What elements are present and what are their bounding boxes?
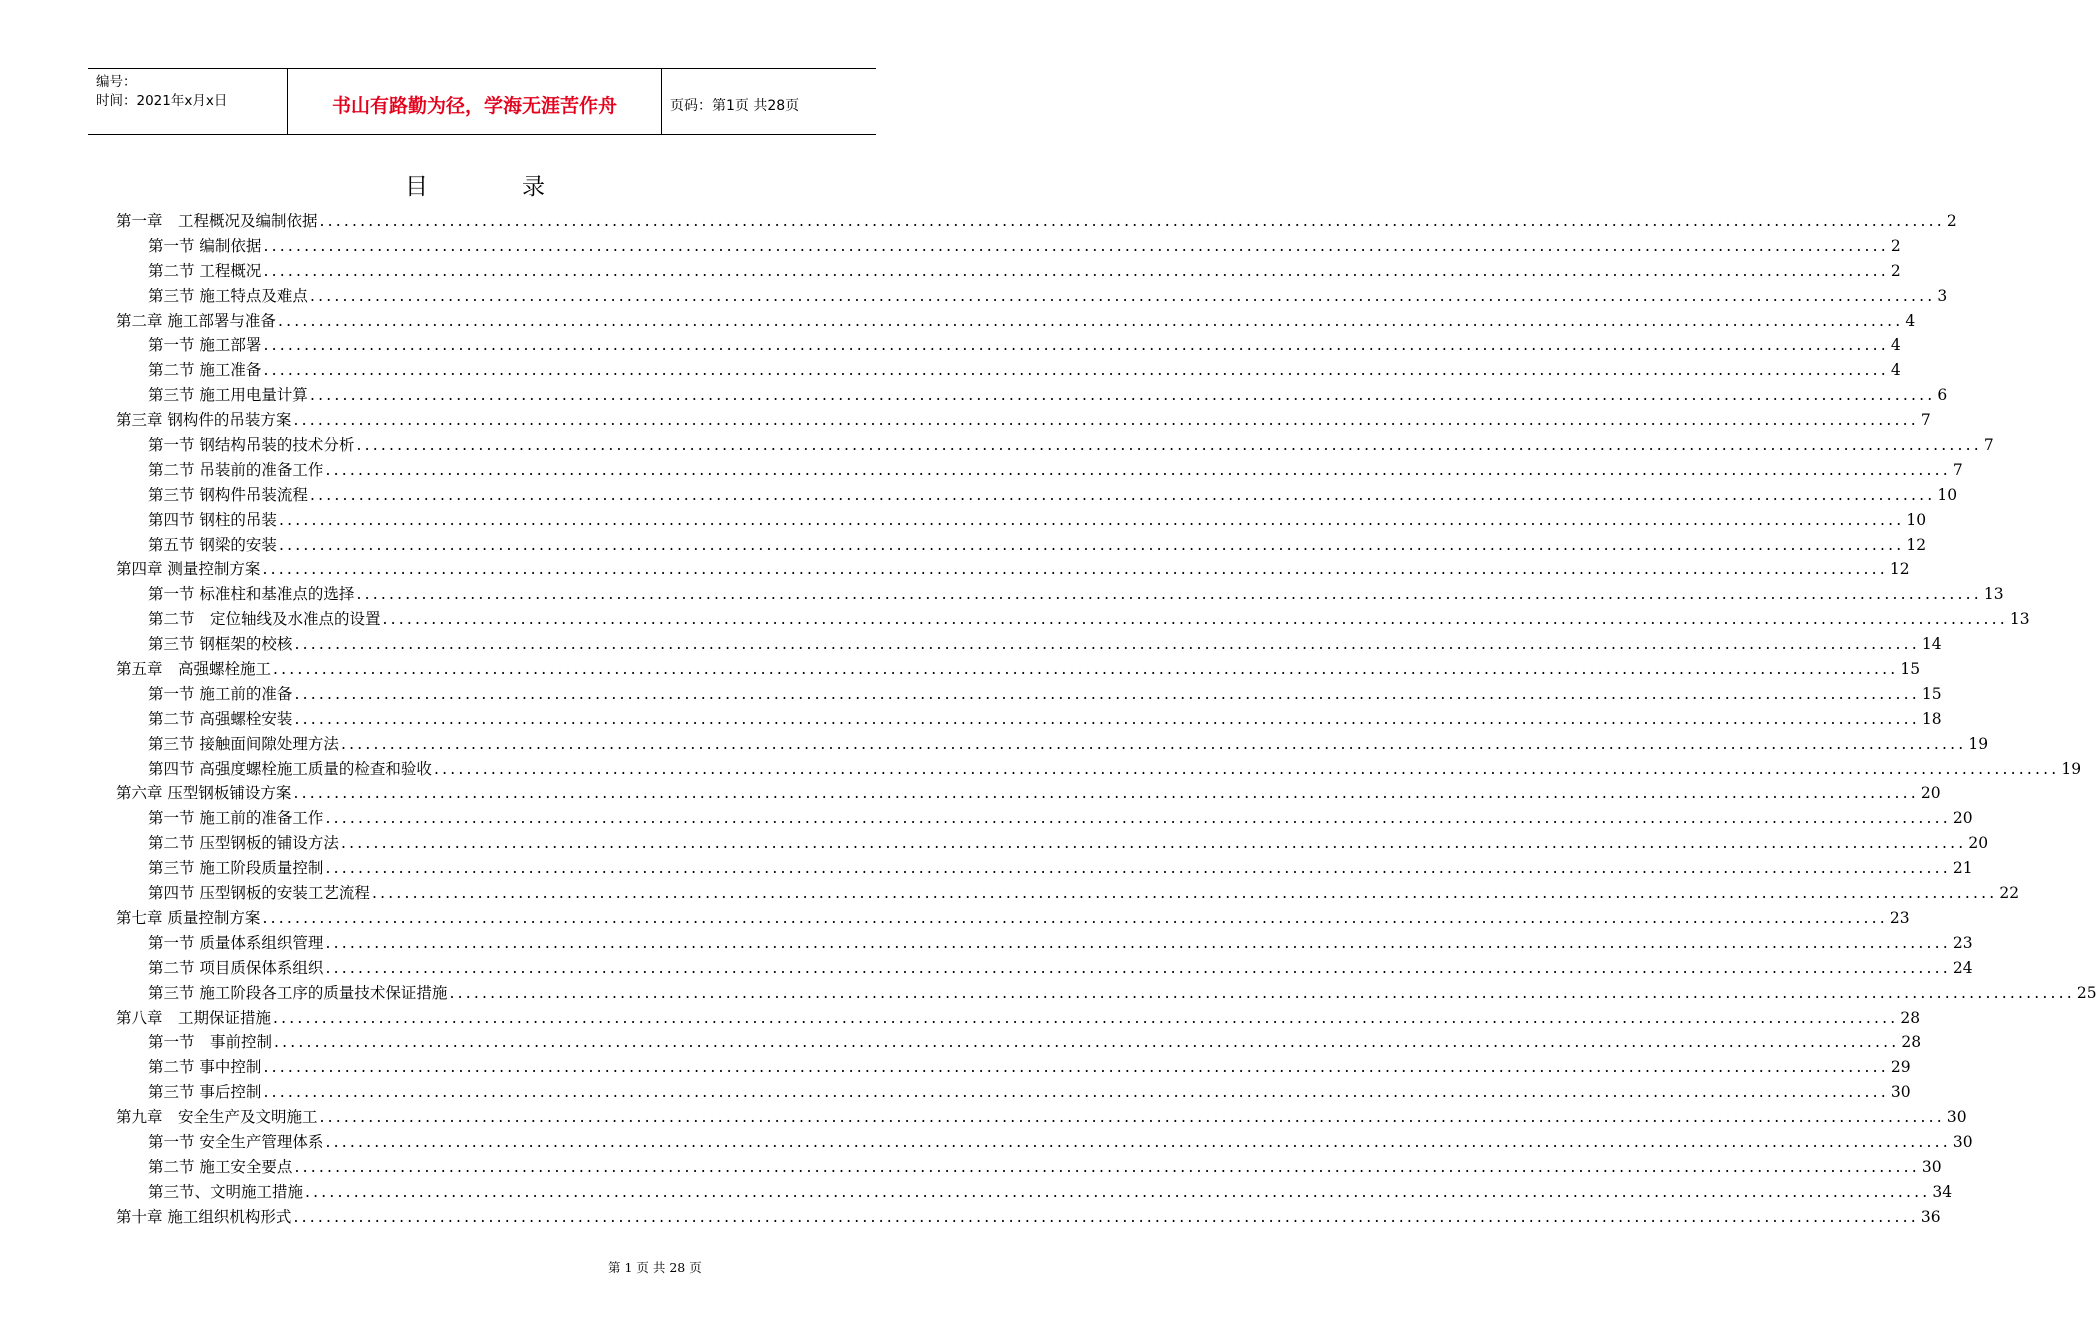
toc-entry-label: 第二章 施工部署与准备 (116, 311, 276, 330)
toc-leader-dots: ........................................................................................................................................................................................................ (263, 361, 1889, 380)
toc-entry-label: 第三章 钢构件的吊装方案 (116, 411, 292, 430)
toc-section-entry[interactable] (116, 383, 1948, 408)
toc-entry-label: 第三节 施工用电量计算 (148, 386, 308, 405)
toc-entry-page: 24 (1952, 958, 1973, 977)
toc-entry-label: 第三节 施工特点及难点 (148, 286, 308, 305)
toc-entry-label: 第一节 编制依据 (148, 236, 262, 255)
toc-section-entry[interactable] (116, 682, 1942, 707)
toc-entry-page: 36 (1920, 1207, 1941, 1226)
toc-section-entry[interactable] (116, 757, 2082, 782)
toc-leader-dots: ........................................................................................................................................................................................................ (371, 884, 1998, 903)
toc-entry-label: 第六章 压型钢板铺设方案 (116, 784, 292, 803)
toc-section-entry[interactable] (116, 632, 1942, 657)
toc-leader-dots: ........................................................................................................................................................................................................ (305, 1182, 1931, 1201)
toc-entry-page: 28 (1901, 1033, 1922, 1052)
toc-entry-label: 第三节 事后控制 (148, 1083, 262, 1102)
toc-entry-label: 第二节 施工准备 (148, 361, 262, 380)
toc-chapter-entry[interactable] (116, 309, 1916, 334)
toc-leader-dots: ........................................................................................................................................................................................................ (356, 585, 1982, 604)
toc-chapter-entry[interactable] (116, 657, 1921, 682)
toc-entry-page: 21 (1952, 859, 1973, 878)
table-of-contents (116, 209, 2097, 1230)
toc-section-entry[interactable] (116, 607, 2030, 632)
toc-entry-label: 第三节 钢框架的校核 (148, 635, 293, 654)
toc-entry-page: 23 (1889, 908, 1910, 927)
toc-leader-dots: ........................................................................................................................................................................................................ (277, 311, 1904, 330)
toc-entry-label: 第五节 钢梁的安装 (148, 535, 277, 554)
toc-chapter-entry[interactable] (116, 1006, 1921, 1031)
toc-entry-label: 第十章 施工组织机构形式 (116, 1207, 292, 1226)
toc-entry-page: 12 (1889, 560, 1910, 579)
toc-leader-dots: ........................................................................................................................................................................................................ (325, 958, 1951, 977)
toc-entry-page: 34 (1932, 1182, 1953, 1201)
toc-entry-page: 7 (1983, 436, 1994, 455)
toc-leader-dots: ........................................................................................................................................................................................................ (319, 1108, 1945, 1127)
toc-entry-page: 7 (1952, 460, 1963, 479)
toc-section-entry[interactable] (116, 533, 1927, 558)
toc-leader-dots: ........................................................................................................................................................................................................ (325, 460, 1951, 479)
toc-entry-page: 2 (1890, 261, 1901, 280)
toc-entry-page: 13 (1983, 585, 2004, 604)
toc-section-entry[interactable] (116, 732, 1989, 757)
toc-entry-label: 第九章 安全生产及文明施工 (116, 1108, 318, 1127)
header-motto: 书山有路勤为径，学海无涯苦作舟 (288, 69, 662, 134)
toc-leader-dots: ........................................................................................................................................................................................................ (262, 908, 1888, 927)
toc-leader-dots: ........................................................................................................................................................................................................ (293, 784, 1919, 803)
toc-leader-dots: ........................................................................................................................................................................................................ (309, 286, 1936, 305)
toc-entry-label: 第三节、文明施工措施 (148, 1182, 304, 1201)
toc-leader-dots: ........................................................................................................................................................................................................ (262, 560, 1888, 579)
toc-entry-page: 4 (1890, 336, 1901, 355)
toc-section-entry[interactable] (116, 806, 1973, 831)
toc-entry-page: 19 (1968, 734, 1989, 753)
toc-section-entry[interactable] (116, 707, 1942, 732)
toc-section-entry[interactable] (116, 333, 1901, 358)
toc-entry-page: 14 (1921, 635, 1942, 654)
toc-leader-dots: ........................................................................................................................................................................................................ (356, 436, 1982, 455)
document-time: 时间：2021年x月x日 (96, 93, 228, 109)
toc-entry-label: 第一节 事前控制 (148, 1033, 273, 1052)
toc-entry-label: 第一节 施工前的准备工作 (148, 809, 324, 828)
header-page-info: 页码：第1页 共28页 (670, 97, 800, 114)
toc-section-entry[interactable] (116, 259, 1901, 284)
toc-entry-page: 10 (1906, 510, 1927, 529)
toc-leader-dots: ........................................................................................................................................................................................................ (325, 809, 1951, 828)
toc-entry-page: 3 (1937, 286, 1948, 305)
toc-chapter-entry[interactable] (116, 1105, 1967, 1130)
toc-leader-dots: ........................................................................................................................................................................................................ (325, 859, 1951, 878)
toc-leader-dots: ........................................................................................................................................................................................................ (278, 535, 1905, 554)
toc-entry-label: 第四节 压型钢板的安装工艺流程 (148, 884, 370, 903)
toc-entry-page: 19 (2061, 759, 2082, 778)
toc-entry-page: 13 (2009, 610, 2030, 629)
toc-entry-page: 23 (1952, 933, 1973, 952)
toc-leader-dots: ........................................................................................................................................................................................................ (294, 635, 1920, 654)
toc-entry-page: 2 (1946, 212, 1957, 230)
toc-entry-page: 12 (1906, 535, 1927, 554)
toc-leader-dots: ........................................................................................................................................................................................................ (433, 759, 2060, 778)
toc-section-entry[interactable] (116, 1030, 1922, 1055)
toc-leader-dots: ........................................................................................................................................................................................................ (293, 1207, 1919, 1226)
toc-chapter-entry[interactable] (116, 408, 1931, 433)
toc-leader-dots: ........................................................................................................................................................................................................ (319, 212, 1945, 230)
toc-section-entry[interactable] (116, 508, 1927, 533)
toc-entry-label: 第一节 施工前的准备 (148, 684, 293, 703)
toc-entry-label: 第三节 钢构件吊装流程 (148, 485, 308, 504)
toc-entry-page: 4 (1905, 311, 1916, 330)
toc-entry-label: 第四节 钢柱的吊装 (148, 510, 277, 529)
toc-entry-page: 4 (1890, 361, 1901, 380)
toc-entry-label: 第七章 质量控制方案 (116, 908, 261, 927)
toc-entry-label: 第三节 施工阶段质量控制 (148, 859, 324, 878)
toc-entry-label: 第一节 施工部署 (148, 336, 262, 355)
toc-chapter-entry[interactable] (116, 557, 1910, 582)
toc-leader-dots: ........................................................................................................................................................................................................ (294, 709, 1920, 728)
toc-entry-page: 10 (1937, 485, 1958, 504)
toc-entry-label: 第一节 钢结构吊装的技术分析 (148, 436, 355, 455)
toc-entry-label: 第二节 工程概况 (148, 261, 262, 280)
toc-section-entry[interactable] (116, 1080, 1911, 1105)
toc-entry-label: 第二节 事中控制 (148, 1058, 262, 1077)
toc-section-entry[interactable] (116, 284, 1948, 309)
toc-section-entry[interactable] (116, 831, 1989, 856)
toc-entry-label: 第三节 接触面间隙处理方法 (148, 734, 339, 753)
toc-section-entry[interactable] (116, 458, 1963, 483)
toc-leader-dots: ........................................................................................................................................................................................................ (273, 660, 1899, 679)
toc-leader-dots: ........................................................................................................................................................................................................ (293, 411, 1919, 430)
toc-entry-page: 22 (1999, 884, 2020, 903)
toc-entry-page: 30 (1921, 1157, 1942, 1176)
toc-entry-label: 第一节 标准柱和基准点的选择 (148, 585, 355, 604)
toc-leader-dots: ........................................................................................................................................................................................................ (263, 236, 1889, 255)
toc-entry-label: 第四节 高强度螺栓施工质量的检查和验收 (148, 759, 432, 778)
toc-chapter-entry[interactable] (116, 906, 1910, 931)
toc-entry-page: 30 (1952, 1132, 1973, 1151)
toc-section-entry[interactable] (116, 881, 2020, 906)
toc-section-entry[interactable] (116, 956, 1973, 981)
toc-leader-dots: ........................................................................................................................................................................................................ (294, 684, 1920, 703)
toc-entry-label: 第一章 工程概况及编制依据 (116, 212, 318, 230)
toc-entry-page: 20 (1952, 809, 1973, 828)
toc-entry-page: 6 (1937, 386, 1948, 405)
toc-chapter-entry[interactable] (116, 781, 1941, 806)
toc-chapter-entry[interactable] (116, 1205, 1941, 1230)
toc-section-entry[interactable] (116, 931, 1973, 956)
toc-entry-label: 第二节 压型钢板的铺设方法 (148, 834, 339, 853)
toc-leader-dots: ........................................................................................................................................................................................................ (263, 1058, 1889, 1077)
toc-section-entry[interactable] (116, 1155, 1942, 1180)
toc-entry-label: 第一节 安全生产管理体系 (148, 1132, 324, 1151)
toc-section-entry[interactable] (116, 1130, 1973, 1155)
page-header (88, 68, 876, 135)
toc-leader-dots: ........................................................................................................................................................................................................ (309, 485, 1936, 504)
page-footer: 第 1 页 共 28 页 (608, 1260, 702, 1275)
toc-leader-dots: ........................................................................................................................................................................................................ (263, 336, 1889, 355)
toc-section-entry[interactable] (116, 582, 2004, 607)
toc-chapter-entry[interactable] (116, 209, 1957, 234)
toc-entry-label: 第二节 吊装前的准备工作 (148, 460, 324, 479)
toc-entry-label: 第二节 高强螺栓安装 (148, 709, 293, 728)
toc-entry-page: 7 (1920, 411, 1931, 430)
toc-leader-dots: ........................................................................................................................................................................................................ (278, 510, 1905, 529)
toc-section-entry[interactable] (116, 358, 1901, 383)
toc-leader-dots: ........................................................................................................................................................................................................ (294, 1157, 1920, 1176)
toc-leader-dots: ........................................................................................................................................................................................................ (340, 734, 1967, 753)
toc-entry-label: 第二节 施工安全要点 (148, 1157, 293, 1176)
toc-entry-label: 第四章 测量控制方案 (116, 560, 261, 579)
toc-section-entry[interactable] (116, 234, 1901, 259)
toc-title-left: 目 (405, 174, 428, 200)
header-meta (88, 69, 288, 134)
toc-entry-page: 2 (1890, 236, 1901, 255)
toc-section-entry[interactable] (116, 1055, 1911, 1080)
toc-entry-page: 28 (1900, 1008, 1921, 1027)
toc-entry-page: 15 (1921, 684, 1942, 703)
toc-section-entry[interactable] (116, 483, 1958, 508)
toc-leader-dots: ........................................................................................................................................................................................................ (325, 933, 1951, 952)
toc-leader-dots: ........................................................................................................................................................................................................ (274, 1033, 1900, 1052)
toc-entry-page: 18 (1921, 709, 1942, 728)
toc-entry-page: 25 (2076, 983, 2097, 1002)
toc-leader-dots: ........................................................................................................................................................................................................ (382, 610, 2008, 629)
toc-title (0, 168, 950, 201)
toc-leader-dots: ........................................................................................................................................................................................................ (340, 834, 1967, 853)
toc-leader-dots: ........................................................................................................................................................................................................ (449, 983, 2075, 1002)
toc-entry-label: 第五章 高强螺栓施工 (116, 660, 272, 679)
toc-leader-dots: ........................................................................................................................................................................................................ (263, 261, 1889, 280)
toc-entry-page: 20 (1920, 784, 1941, 803)
toc-entry-page: 20 (1968, 834, 1989, 853)
toc-entry-label: 第一节 质量体系组织管理 (148, 933, 324, 952)
toc-entry-label: 第二节 定位轴线及水准点的设置 (148, 610, 381, 629)
toc-title-right: 录 (522, 174, 545, 200)
toc-leader-dots: ........................................................................................................................................................................................................ (263, 1083, 1889, 1102)
toc-leader-dots: ........................................................................................................................................................................................................ (325, 1132, 1951, 1151)
toc-section-entry[interactable] (116, 856, 1973, 881)
toc-entry-page: 29 (1890, 1058, 1911, 1077)
toc-entry-label: 第二节 项目质保体系组织 (148, 958, 324, 977)
toc-section-entry[interactable] (116, 1180, 1953, 1205)
toc-leader-dots: ........................................................................................................................................................................................................ (309, 386, 1936, 405)
toc-leader-dots: ........................................................................................................................................................................................................ (273, 1008, 1899, 1027)
toc-section-entry[interactable] (116, 433, 1994, 458)
toc-entry-label: 第三节 施工阶段各工序的质量技术保证措施 (148, 983, 448, 1002)
toc-section-entry[interactable] (116, 981, 2097, 1006)
toc-entry-page: 30 (1946, 1108, 1967, 1127)
document-number-label: 编号： (96, 74, 137, 90)
toc-entry-page: 15 (1900, 660, 1921, 679)
toc-entry-page: 30 (1890, 1083, 1911, 1102)
toc-entry-label: 第八章 工期保证措施 (116, 1008, 272, 1027)
